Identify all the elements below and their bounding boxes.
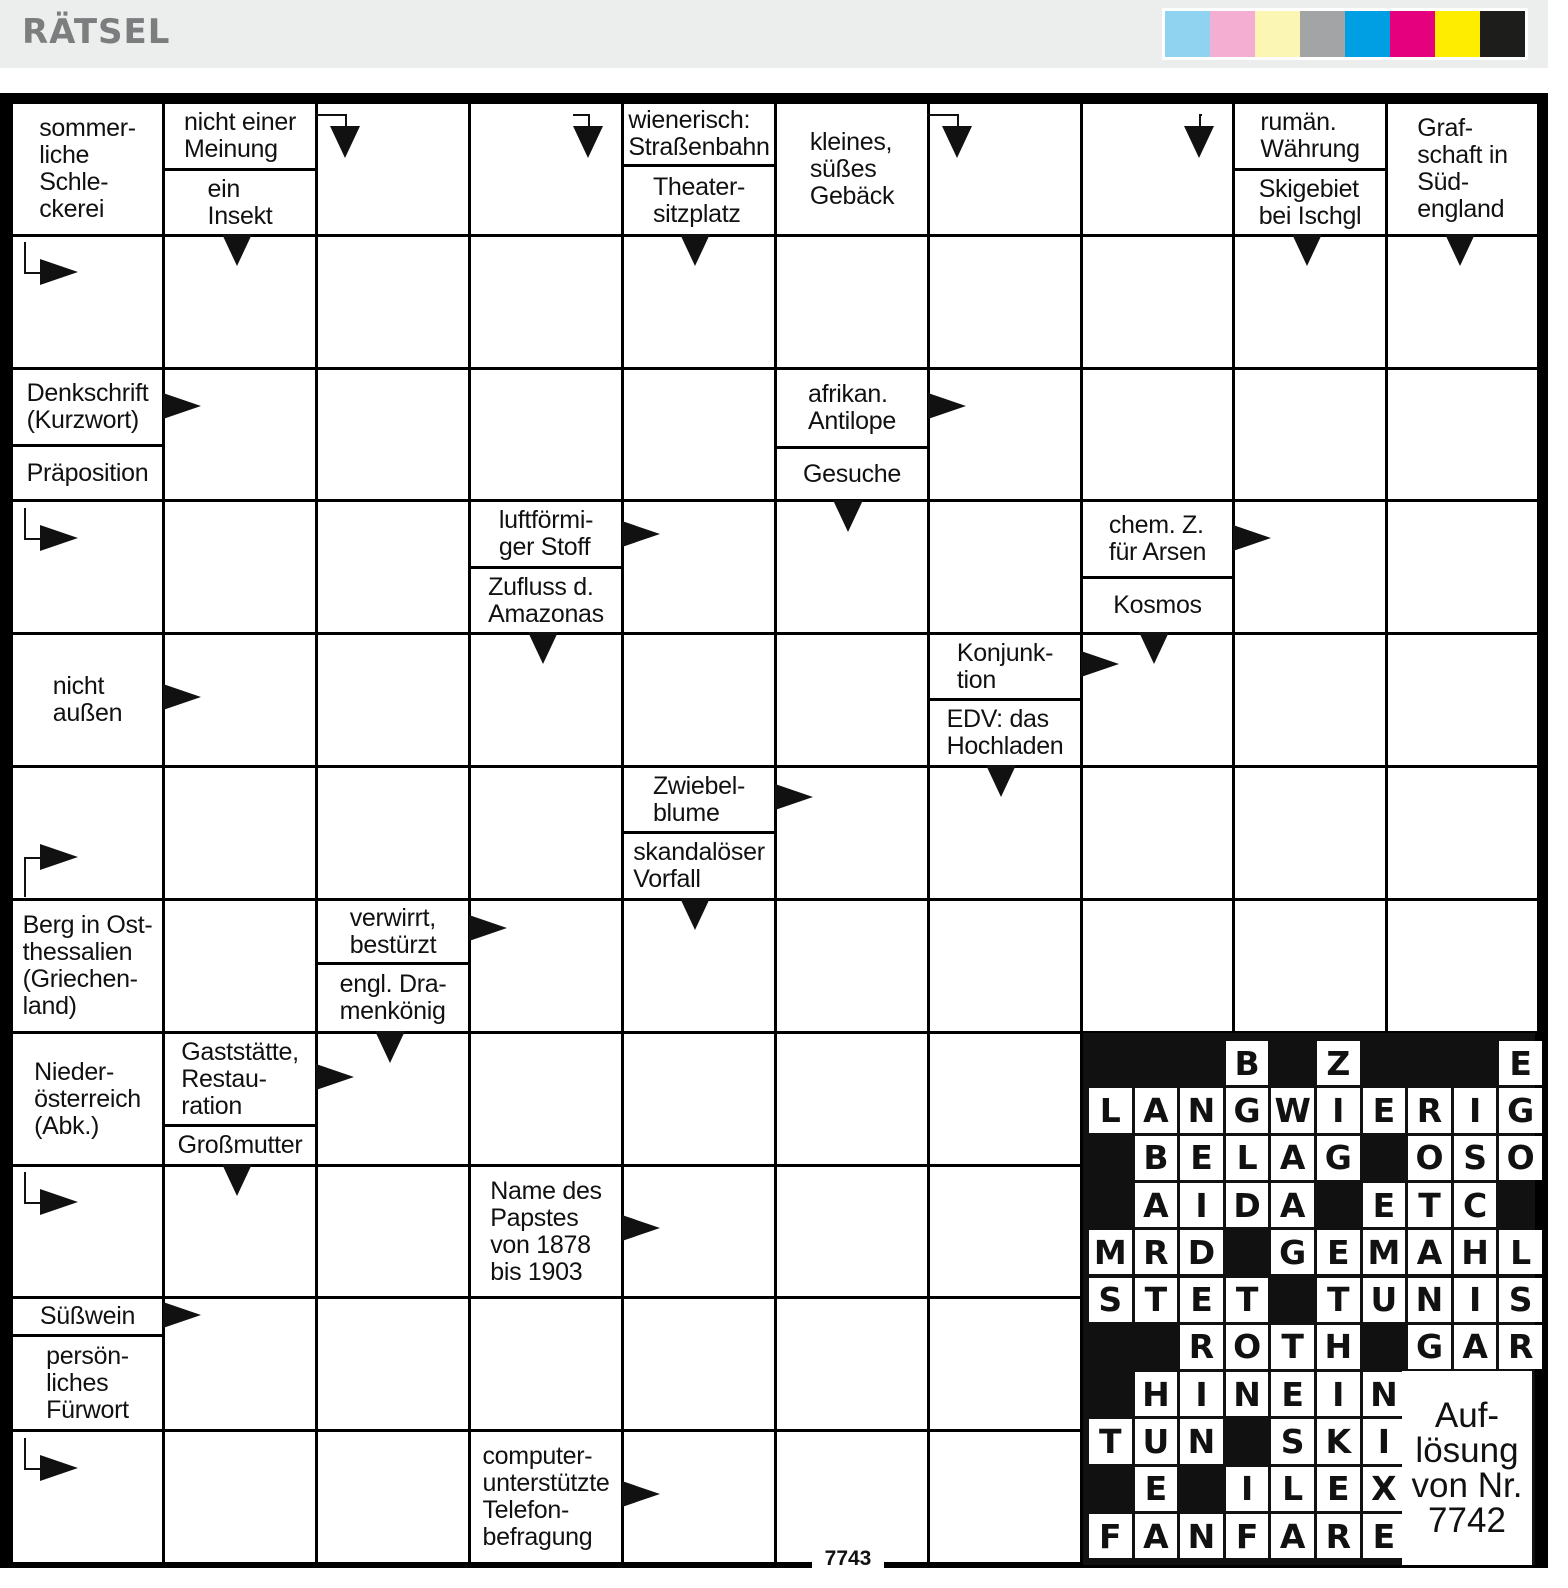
answer-cell[interactable]: [165, 502, 315, 632]
answer-cell[interactable]: [930, 1034, 1080, 1164]
answer-cell[interactable]: [624, 635, 774, 765]
clue-afrikan-antilope: [777, 370, 927, 446]
solution-letter: B: [1135, 1136, 1178, 1180]
answer-cell[interactable]: [1235, 370, 1385, 499]
solution-letter: D: [1226, 1183, 1269, 1227]
arrow-right-icon: [163, 393, 201, 419]
clue-kosmos: [1083, 579, 1232, 632]
solution-letter: S: [1499, 1278, 1542, 1322]
clue-text: engl. Dra- menkönig: [339, 970, 447, 1025]
solution-letter: A: [1271, 1514, 1314, 1558]
answer-cell[interactable]: [165, 901, 315, 1031]
arrow-right-icon: [163, 1302, 201, 1328]
arrow-right-icon: [775, 784, 813, 810]
page-title: RÄTSEL: [22, 12, 171, 52]
arrow-right-icon: [40, 844, 78, 870]
answer-cell[interactable]: [318, 1432, 468, 1562]
clue-rumaen-waehrung: [1235, 104, 1385, 168]
clue-text: nicht einer Meinung: [183, 108, 297, 163]
solution-letter: I: [1180, 1183, 1223, 1227]
clue-zwiebelblume: [624, 768, 774, 831]
clue-text: persön- liches Fürwort: [46, 1341, 129, 1424]
solution-letter: I: [1317, 1088, 1360, 1132]
color-swatch: [1165, 11, 1210, 57]
arrow-down-icon: [986, 765, 1016, 797]
solution-letter: G: [1271, 1230, 1314, 1274]
clue-text: Theater- sitzplatz: [652, 172, 746, 228]
answer-cell[interactable]: [1083, 901, 1232, 1031]
clue-grafschaft-suedengland: [1388, 104, 1537, 234]
clue-zufluss-amazonas: [471, 569, 621, 632]
arrow-down-icon: [1445, 234, 1475, 266]
clue-text: Süßwein: [39, 1302, 136, 1330]
solution-letter: E: [1180, 1136, 1223, 1180]
clue-sommerliche-schleckerei: [13, 104, 162, 234]
arrow-right-icon: [316, 1064, 354, 1090]
clue-luftfoermiger-stoff: [471, 502, 621, 566]
solution-letter: N: [1180, 1419, 1223, 1463]
clue-text: Zufluss d. Amazonas: [488, 572, 604, 628]
answer-cell[interactable]: [1235, 635, 1385, 765]
answer-cell[interactable]: [777, 1167, 927, 1296]
solution-letter: A: [1135, 1514, 1178, 1558]
color-swatch: [1300, 11, 1345, 57]
clue-text: wienerisch: Straßenbahn: [628, 106, 770, 161]
clue-text: Berg in Ost- thessalien (Griechen- land): [22, 911, 153, 1020]
solution-letter: T: [1135, 1278, 1178, 1322]
answer-cell[interactable]: [318, 1167, 468, 1296]
solution-letter: B: [1226, 1041, 1269, 1085]
answer-cell[interactable]: [624, 1299, 774, 1429]
solution-letter: H: [1135, 1372, 1178, 1416]
answer-cell[interactable]: [318, 237, 468, 367]
solution-letter: I: [1180, 1372, 1223, 1416]
arrow-down-icon: [222, 234, 252, 266]
answer-cell[interactable]: [1083, 237, 1232, 367]
clue-text: kleines, süßes Gebäck: [809, 127, 895, 210]
arrow-right-icon: [1081, 651, 1119, 677]
clue-chem-z-arsen: [1083, 502, 1232, 576]
answer-cell[interactable]: [777, 901, 927, 1031]
solution-letter: S: [1089, 1278, 1132, 1322]
solution-letter: I: [1226, 1467, 1269, 1511]
solution-letter: G: [1499, 1088, 1542, 1132]
puzzle-number: 7743: [812, 1544, 884, 1572]
arrow-right-icon: [40, 1189, 78, 1215]
solution-letter: I: [1363, 1419, 1406, 1463]
answer-cell[interactable]: [318, 635, 468, 765]
answer-cell[interactable]: [624, 370, 774, 499]
clue-konjunktion: [930, 635, 1080, 698]
arrow-hook-icon: [24, 508, 40, 540]
arrow-down-icon: [375, 1031, 405, 1063]
clue-denkschrift: [13, 370, 162, 444]
clue-nicht-einer-meinung: [165, 104, 315, 168]
clue-engl-dramenkoenig: [318, 965, 468, 1031]
clue-text: Name des Papstes von 1878 bis 1903: [490, 1176, 602, 1286]
solution-letter: M: [1363, 1230, 1406, 1274]
answer-cell[interactable]: [471, 768, 621, 898]
clue-text: Präposition: [26, 458, 149, 487]
color-swatch: [1255, 11, 1300, 57]
solution-letter: F: [1226, 1514, 1269, 1558]
answer-cell[interactable]: [1388, 635, 1537, 765]
clue-text: Gesuche: [803, 459, 901, 488]
solution-letter: R: [1180, 1325, 1223, 1369]
solution-letter: H: [1317, 1325, 1360, 1369]
solution-letter: R: [1317, 1514, 1360, 1558]
solution-letter: E: [1180, 1278, 1223, 1322]
clue-name-papstes: [471, 1167, 621, 1296]
clue-text: ein Insekt: [207, 174, 273, 230]
answer-cell[interactable]: [1388, 768, 1537, 898]
solution-letter: I: [1317, 1372, 1360, 1416]
solution-letter: O: [1499, 1136, 1542, 1180]
solution-letter: W: [1271, 1088, 1314, 1132]
answer-cell[interactable]: [777, 237, 927, 367]
clue-text: rumän. Währung: [1260, 108, 1360, 163]
clue-grossmutter: [165, 1127, 315, 1164]
solution-letter: N: [1408, 1278, 1451, 1322]
clue-text: chem. Z. für Arsen: [1108, 511, 1207, 566]
answer-cell[interactable]: [471, 237, 621, 367]
clue-text: Konjunk- tion: [956, 638, 1054, 694]
solution-letter: A: [1271, 1183, 1314, 1227]
solution-letter: O: [1226, 1325, 1269, 1369]
solution-letter: A: [1135, 1183, 1178, 1227]
answer-cell[interactable]: [318, 768, 468, 898]
answer-cell[interactable]: [930, 901, 1080, 1031]
solution-letter: N: [1363, 1372, 1406, 1416]
answer-cell[interactable]: [930, 1167, 1080, 1296]
solution-letter: K: [1317, 1419, 1360, 1463]
solution-letter: T: [1271, 1325, 1314, 1369]
solution-letter: N: [1180, 1088, 1223, 1132]
arrow-right-icon: [622, 1215, 660, 1241]
solution-letter: N: [1226, 1372, 1269, 1416]
solution-letter: D: [1180, 1230, 1223, 1274]
answer-cell[interactable]: [471, 370, 621, 499]
answer-cell[interactable]: [777, 1034, 927, 1164]
solution-letter: E: [1363, 1514, 1406, 1558]
solution-letter: I: [1454, 1088, 1497, 1132]
clue-gesuche: [777, 449, 927, 499]
arrow-down-icon: [1184, 126, 1214, 158]
answer-cell[interactable]: [1235, 768, 1385, 898]
solution-letter: T: [1408, 1183, 1451, 1227]
solution-letter: Z: [1317, 1041, 1360, 1085]
arrow-down-icon: [1139, 632, 1169, 664]
color-swatch: [1435, 11, 1480, 57]
arrow-down-icon: [680, 898, 710, 930]
clue-kleines-suesses-gebaeck: [777, 104, 927, 234]
clue-berg-ostthessalien: [13, 901, 162, 1031]
solution-letter: F: [1089, 1514, 1132, 1558]
clue-skandaloeser-vorfall: [624, 834, 774, 898]
clue-wienerisch-strassenbahn: [624, 104, 774, 164]
answer-cell[interactable]: [930, 237, 1080, 367]
arrow-down-icon: [680, 234, 710, 266]
clue-text: verwirrt, bestürzt: [349, 903, 437, 959]
clue-text: Graf- schaft in Süd- england: [1417, 114, 1508, 223]
page-header: [0, 0, 1548, 68]
arrow-right-icon: [622, 521, 660, 547]
solution-letter: A: [1454, 1325, 1497, 1369]
clue-praeposition: [13, 447, 162, 499]
arrow-right-icon: [40, 1455, 78, 1481]
clue-theatersitzplatz: [624, 167, 774, 234]
answer-cell[interactable]: [318, 502, 468, 632]
solution-letter: G: [1408, 1325, 1451, 1369]
answer-cell[interactable]: [777, 1432, 927, 1562]
answer-cell[interactable]: [777, 1299, 927, 1429]
answer-cell[interactable]: [318, 1299, 468, 1429]
color-swatch: [1345, 11, 1390, 57]
answer-cell[interactable]: [624, 1034, 774, 1164]
answer-cell[interactable]: [1083, 370, 1232, 499]
arrow-down-icon: [222, 1164, 252, 1196]
solution-letter: X: [1363, 1467, 1406, 1511]
clue-skigebiet-ischgl: [1235, 171, 1385, 234]
clue-text: nicht außen: [52, 672, 123, 727]
color-swatch: [1390, 11, 1435, 57]
arrow-down-icon: [330, 126, 360, 158]
clue-text: computer- unterstützte Telefon- befragung: [482, 1442, 610, 1551]
clue-niederoesterreich: [13, 1034, 162, 1164]
answer-cell[interactable]: [471, 104, 621, 234]
solution-letter: E: [1363, 1088, 1406, 1132]
answer-cell[interactable]: [471, 1034, 621, 1164]
solution-letter: H: [1454, 1230, 1497, 1274]
clue-text: Skigebiet bei Ischgl: [1258, 174, 1362, 230]
arrow-down-icon: [942, 126, 972, 158]
solution-letter: A: [1135, 1088, 1178, 1132]
solution-letter: R: [1408, 1088, 1451, 1132]
solution-letter: O: [1408, 1136, 1451, 1180]
arrow-hook-icon: [24, 857, 40, 897]
clue-suesswein: [13, 1299, 162, 1334]
clue-text: sommer- liche Schle- ckerei: [39, 114, 136, 223]
clue-verwirrt-bestuerzt: [318, 901, 468, 962]
solution-letter: L: [1271, 1467, 1314, 1511]
solution-letter: E: [1317, 1467, 1360, 1511]
answer-cell[interactable]: [1388, 502, 1537, 632]
solution-letter: G: [1226, 1088, 1269, 1132]
solution-letter: L: [1226, 1136, 1269, 1180]
answer-cell[interactable]: [930, 502, 1080, 632]
solution-letter: E: [1499, 1041, 1542, 1085]
arrow-right-icon: [40, 525, 78, 551]
clue-text: Zwiebel- blume: [652, 771, 746, 827]
color-swatch: [1210, 11, 1255, 57]
answer-cell[interactable]: [165, 370, 315, 499]
clue-text: Nieder- österreich (Abk.): [34, 1057, 141, 1140]
solution-letter: E: [1363, 1183, 1406, 1227]
answer-cell[interactable]: [471, 1299, 621, 1429]
arrow-down-icon: [573, 126, 603, 158]
arrow-right-icon: [40, 259, 78, 285]
solution-letter: R: [1135, 1230, 1178, 1274]
arrow-down-icon: [1292, 234, 1322, 266]
answer-cell[interactable]: [1083, 768, 1232, 898]
answer-cell[interactable]: [165, 1432, 315, 1562]
solution-note: Auf- lösung von Nr. 7742: [1402, 1371, 1532, 1565]
solution-letter: L: [1499, 1230, 1542, 1274]
answer-cell[interactable]: [318, 370, 468, 499]
clue-gaststaette: [165, 1034, 315, 1124]
clue-text: Denkschrift (Kurzwort): [26, 379, 149, 434]
arrow-hook-icon: [24, 1438, 40, 1470]
solution-letter: I: [1454, 1278, 1497, 1322]
arrow-down-icon: [833, 500, 863, 532]
answer-cell[interactable]: [1235, 901, 1385, 1031]
arrow-down-icon: [528, 632, 558, 664]
arrow-right-icon: [622, 1481, 660, 1507]
solution-letter: T: [1226, 1278, 1269, 1322]
answer-cell[interactable]: [165, 768, 315, 898]
clue-text: EDV: das Hochladen: [946, 705, 1064, 760]
arrow-hook-icon: [24, 1172, 40, 1204]
answer-cell[interactable]: [930, 370, 1080, 499]
solution-letter: T: [1317, 1278, 1360, 1322]
answer-cell[interactable]: [1083, 104, 1232, 234]
solution-letter: E: [1317, 1230, 1360, 1274]
solution-letter: A: [1271, 1136, 1314, 1180]
solution-letter: S: [1454, 1136, 1497, 1180]
solution-letter: G: [1317, 1136, 1360, 1180]
solution-letter: M: [1089, 1230, 1132, 1274]
arrow-right-icon: [163, 684, 201, 710]
clue-text: luftförmi- ger Stoff: [498, 506, 594, 561]
solution-letter: E: [1135, 1467, 1178, 1511]
color-swatch: [1480, 11, 1525, 57]
arrow-right-icon: [1233, 525, 1271, 551]
solution-letter: T: [1089, 1419, 1132, 1463]
arrow-right-icon: [928, 393, 966, 419]
answer-cell[interactable]: [777, 635, 927, 765]
clue-text: Kosmos: [1113, 591, 1202, 619]
solution-letter: U: [1135, 1419, 1178, 1463]
clue-ein-insekt: [165, 171, 315, 234]
answer-cell[interactable]: [930, 1432, 1080, 1562]
solution-letter: R: [1499, 1325, 1542, 1369]
solution-letter: S: [1271, 1419, 1314, 1463]
answer-cell[interactable]: [1388, 901, 1537, 1031]
clue-persoenliches-fuerwort: [13, 1337, 162, 1429]
solution-letter: C: [1454, 1183, 1497, 1227]
answer-cell[interactable]: [930, 1299, 1080, 1429]
clue-computerunterstuetzte-befragung: [471, 1432, 621, 1562]
arrow-hook-icon: [24, 242, 40, 274]
solution-letter: U: [1363, 1278, 1406, 1322]
answer-cell[interactable]: [1388, 370, 1537, 499]
clue-text: Großmutter: [177, 1131, 303, 1159]
solution-letter: E: [1271, 1372, 1314, 1416]
solution-letter: L: [1089, 1088, 1132, 1132]
answer-cell[interactable]: [1235, 502, 1385, 632]
solution-letter: A: [1408, 1230, 1451, 1274]
clue-text: Gaststätte, Restau- ration: [181, 1037, 299, 1120]
clue-text: skandalöser Vorfall: [633, 838, 765, 893]
clue-edv-hochladen: [930, 701, 1080, 765]
solution-letter: N: [1180, 1514, 1223, 1558]
clue-text: afrikan. Antilope: [808, 380, 896, 435]
clue-nicht-aussen: [13, 635, 162, 765]
color-calibration-bar: [1162, 8, 1528, 60]
arrow-right-icon: [469, 915, 507, 941]
